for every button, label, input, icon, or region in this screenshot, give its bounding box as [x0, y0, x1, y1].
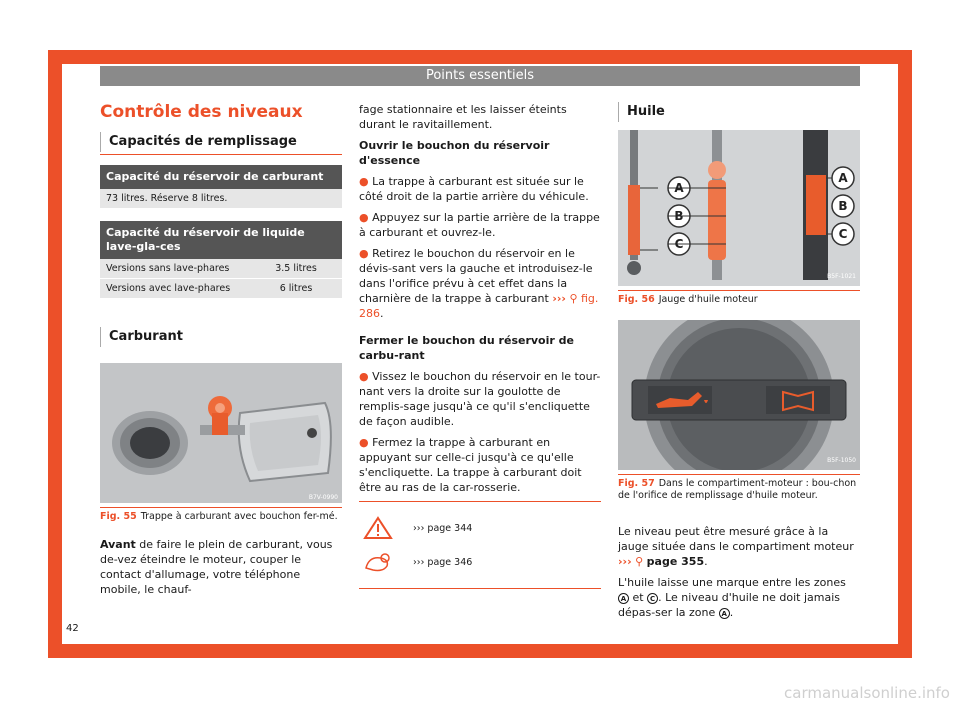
table-cell: 6 litres — [279, 283, 313, 294]
reference-row — [363, 514, 597, 542]
bullet-text: Appuyez sur la partie arrière de la trappe à carburant et ouvrez-le. — [359, 211, 600, 239]
zone-a-badge: A — [618, 593, 629, 604]
middle-column — [359, 102, 601, 589]
ref-arrows: ››› — [552, 292, 566, 305]
bold-word: Avant — [100, 538, 136, 551]
paragraph: L'huile laisse une marque entre les zones A et C . Le niveau d'huile ne doit jamais dépas-ser la zone A . — [618, 576, 846, 619]
dipstick-label-b: B — [674, 209, 684, 223]
section-title: Contrôle des niveaux — [100, 102, 303, 122]
heading-close-cap: Fermer le bouchon du réservoir de carbu-rant — [359, 334, 574, 362]
paragraph-text: L'huile laisse une marque entre les zones — [618, 576, 846, 589]
table-row — [100, 189, 342, 209]
bullet-icon: ● — [359, 175, 373, 188]
figure-oil-cap — [618, 320, 860, 470]
bullet-text: Retirez le bouchon du réservoir en le dévis-sant vers la gauche et introduisez-le dans l'orifice prévu à cet effet dans la charnière de la trappe à carburant — [359, 247, 593, 305]
table-cell: Versions sans lave-phares — [106, 263, 230, 274]
left-column — [100, 102, 342, 597]
bullet-icon: ● — [359, 436, 373, 449]
magnifier-icon: ⚲ — [569, 292, 578, 305]
figure-caption — [618, 290, 860, 306]
dipstick-label-a: A — [674, 181, 684, 195]
paragraph — [100, 537, 342, 597]
dipstick-label-c: C — [674, 237, 684, 251]
zone-c-badge: C — [647, 593, 658, 604]
bullet-icon: ● — [359, 247, 373, 260]
table-cell: 73 litres. Réserve 8 litres. — [106, 193, 228, 204]
subtitle-huile: Huile — [618, 102, 860, 122]
bullet-item: ● Retirez le bouchon du réservoir en le dévis-sant vers la gauche et introduisez-le dans l'orifice prévu à cet effet dans la charnière de la trappe à carburant ››› ⚲ fig. 286. — [359, 247, 599, 320]
warning-page-link[interactable]: ››› page 344 — [413, 522, 473, 534]
table-fuel-head: Capacité du réservoir de carburant — [100, 165, 342, 189]
page-reference-link[interactable]: page 355 — [646, 555, 705, 568]
figure-code: B7V-0990 — [308, 494, 338, 501]
dipstick-label-a: A — [838, 171, 848, 185]
zone-a-badge: A — [719, 608, 730, 619]
table-cell: Versions avec lave-phares — [106, 283, 231, 294]
bullet-item — [359, 210, 601, 240]
dipstick-label-b: B — [838, 199, 848, 213]
paragraph: Le niveau peut être mesuré grâce à la jauge située dans le compartiment moteur ››› ⚲ page 355. — [618, 525, 854, 568]
paragraph-text: Le niveau peut être mesuré grâce à la jauge située dans le compartiment moteur — [618, 525, 854, 553]
bullet-text: Fermez la trappe à carburant en appuyant sur celle-ci jusqu'à ce qu'elle s'encliquette. La trappe à carburant doit être au ras de la car-rosserie. — [359, 436, 582, 494]
ref-arrows: ››› — [618, 555, 632, 568]
manual-page — [62, 64, 898, 644]
fuel-cap-illustration — [100, 363, 342, 503]
table-washer-head: Capacité du réservoir de liquide lave-gla-ces — [100, 221, 342, 259]
watermark: carmanualsonline.info — [784, 684, 950, 702]
table-row — [100, 279, 342, 299]
dipstick-illustration — [618, 130, 860, 286]
subtitle-capacites: Capacités de remplissage — [100, 132, 342, 152]
table-row — [100, 259, 342, 279]
bullet-icon: ● — [359, 370, 373, 383]
paragraph: fage stationnaire et les laisser éteints durant le ravitaillement. — [359, 103, 567, 131]
figure-caption — [100, 507, 342, 523]
bullet-icon: ● — [359, 211, 373, 224]
bullet-item — [359, 369, 601, 429]
figure-dipstick — [618, 130, 860, 286]
figure-reference-link[interactable]: fig. 286 — [359, 292, 599, 320]
figure-fuel-cap — [100, 363, 342, 503]
dipstick-label-c: C — [838, 227, 848, 241]
right-column — [618, 102, 860, 626]
subtitle-carburant: Carburant — [100, 327, 342, 347]
environment-icon — [363, 550, 393, 574]
figure-number: Fig. 57 — [618, 478, 655, 489]
figure-number: Fig. 56 — [618, 294, 655, 305]
bullet-item — [359, 435, 601, 495]
figure-code: B5F-1021 — [827, 273, 856, 280]
oil-cap-illustration — [618, 320, 860, 470]
bullet-item — [359, 174, 601, 204]
paragraph-text: . Le niveau d'huile ne doit jamais dépas-ser la zone — [618, 591, 840, 619]
figure-caption-text: Dans le compartiment-moteur : bou-chon de l'orifice de remplissage d'huile moteur. — [618, 478, 857, 501]
figure-number: Fig. 55 — [100, 511, 137, 522]
figure-caption — [618, 474, 860, 502]
paragraph-text: de faire le plein de carburant, vous de-vez éteindre le moteur, couper le contact d'allumage, votre téléphone mobile, le chauf- — [100, 538, 333, 596]
magnifier-icon: ⚲ — [635, 555, 644, 568]
bullet-text: La trappe à carburant est située sur le côté droit de la partie arrière du véhicule. — [359, 175, 589, 203]
heading-open-cap: Ouvrir le bouchon du réservoir d'essence — [359, 139, 550, 167]
paragraph-text: et — [632, 591, 644, 604]
subtitle-wrapper — [100, 132, 342, 155]
environment-page-link[interactable]: ››› page 346 — [413, 556, 473, 568]
page-header: Points essentiels — [100, 66, 860, 86]
page-number: 42 — [66, 623, 79, 634]
bullet-text: Vissez le bouchon du réservoir en le tour-nant vers la droite sur la goulotte de remplis-sage jusqu'à ce qu'il s'encliquette de façon audible. — [359, 370, 601, 428]
reference-row — [363, 548, 597, 576]
figure-code: B5F-1050 — [827, 457, 856, 464]
figure-caption-text: Trappe à carburant avec bouchon fer-mé. — [140, 511, 338, 522]
table-cell: 3.5 litres — [275, 263, 317, 274]
reference-box — [359, 501, 601, 589]
warning-icon — [363, 516, 393, 540]
figure-caption-text: Jauge d'huile moteur — [658, 294, 758, 305]
